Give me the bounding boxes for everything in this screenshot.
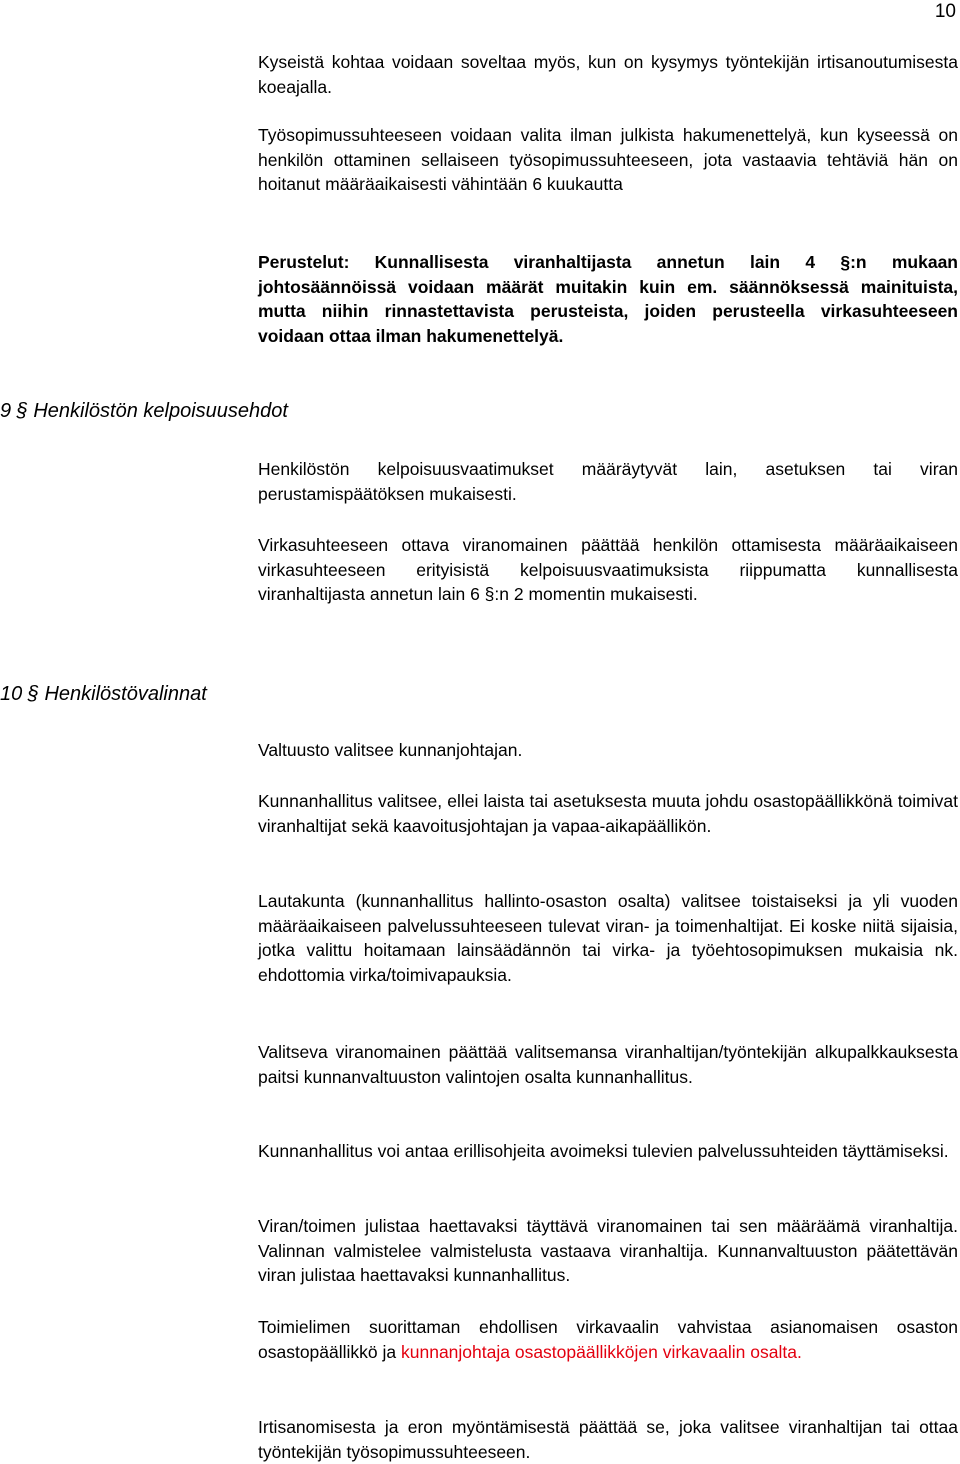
paragraph-fixed-term-appointment: Virkasuhteeseen ottava viranomainen päättää henkilön ottamisesta määräaikaiseen virkasuhteeseen erityisistä kelpoisuusvaatimuksista riippumatta kunnallisesta viranhaltijasta annetun lain 6 §:n 2 momentin mukaisesti. — [258, 535, 958, 604]
page-number: 10 — [934, 1, 956, 22]
conditional-election-text: Toimielimen suorittaman ehdollisen virkavaalin vahvistaa asianomaisen osaston osastopäällikkö ja — [258, 1317, 958, 1362]
conditional-election-highlight: kunnanjohtaja osastopäällikköjen virkavaalin osalta. — [401, 1341, 802, 1362]
paragraph-board-selects: Kunnanhallitus valitsee, ellei laista tai asetuksesta muuta johdu osastopäällikkönä toimivat viranhaltijat sekä kaavoitusjohtajan ja vapaa-aikapäällikön. — [258, 791, 958, 836]
paragraph-dismissal: Irtisanomisesta ja eron myöntämisestä päättää se, joka valitsee viranhaltijan tai ottaa työntekijän työsopimussuhteeseen. — [258, 1417, 958, 1462]
paragraph-council-selects: Valtuusto valitsee kunnanjohtajan. — [258, 740, 523, 760]
paragraph-declaring-vacancy: Viran/toimen julistaa haettavaksi täyttävä viranomainen tai sen määräämä viranhaltija. Valinnan valmistelee valmistelusta vastaava viranhaltija. Kunnanvaltuuston päätettävän viran julistaa haettavaksi kunnanhallitus. — [258, 1216, 958, 1285]
paragraph-employment-without-application: Työsopimussuhteeseen voidaan valita ilman julkista hakumenettelyä, kun kyseessä on henkilön ottaminen sellaiseen työsopimussuhteeseen, jota vastaavia tehtäviä hän on hoitanut määräaikaisesti vähintään 6 kuukautta — [258, 125, 958, 194]
section-heading-9: 9 § Henkilöstön kelpoisuusehdot — [0, 400, 288, 422]
paragraph-starting-salary: Valitseva viranomainen päättää valitsemansa viranhaltijan/työntekijän alkupalkkauksesta paitsi kunnanvaltuuston valintojen osalta kunnanhallitus. — [258, 1042, 958, 1087]
section-heading-10: 10 § Henkilöstövalinnat — [0, 683, 207, 705]
paragraph-conditional-election — [258, 1315, 958, 1364]
paragraph-probation: Kyseistä kohtaa voidaan soveltaa myös, kun on kysymys työntekijän irtisanoutumisesta koeajalla. — [258, 52, 958, 97]
paragraph-committee-selects: Lautakunta (kunnanhallitus hallinto-osaston osalta) valitsee toistaiseksi ja yli vuoden määräaikaiseen palvelussuhteeseen tulevat viran- ja toimenhaltijat. Ei koske niitä sijaisia, jotka valittu hoitamaan lainsäädännön tai virka- ja työehtosopimuksen mukaisia nk. ehdottomia virka/toimivapauksia. — [258, 891, 958, 985]
paragraph-qualifications: Henkilöstön kelpoisuusvaatimukset määräytyvät lain, asetuksen tai viran perustamispäätöksen mukaisesti. — [258, 459, 958, 504]
paragraph-justification: Perustelut: Kunnallisesta viranhaltijasta annetun lain 4 §:n mukaan johtosäännöissä voidaan määrät muitakin kuin em. säännöksessä mainituista, mutta niihin rinnastettavista perusteista, joiden perusteella virkasuhteeseen voidaan ottaa ilman hakumenettelyä. — [258, 252, 958, 346]
paragraph-instructions: Kunnanhallitus voi antaa erillisohjeita avoimeksi tulevien palvelussuhteiden täyttämiseksi. — [258, 1141, 949, 1161]
